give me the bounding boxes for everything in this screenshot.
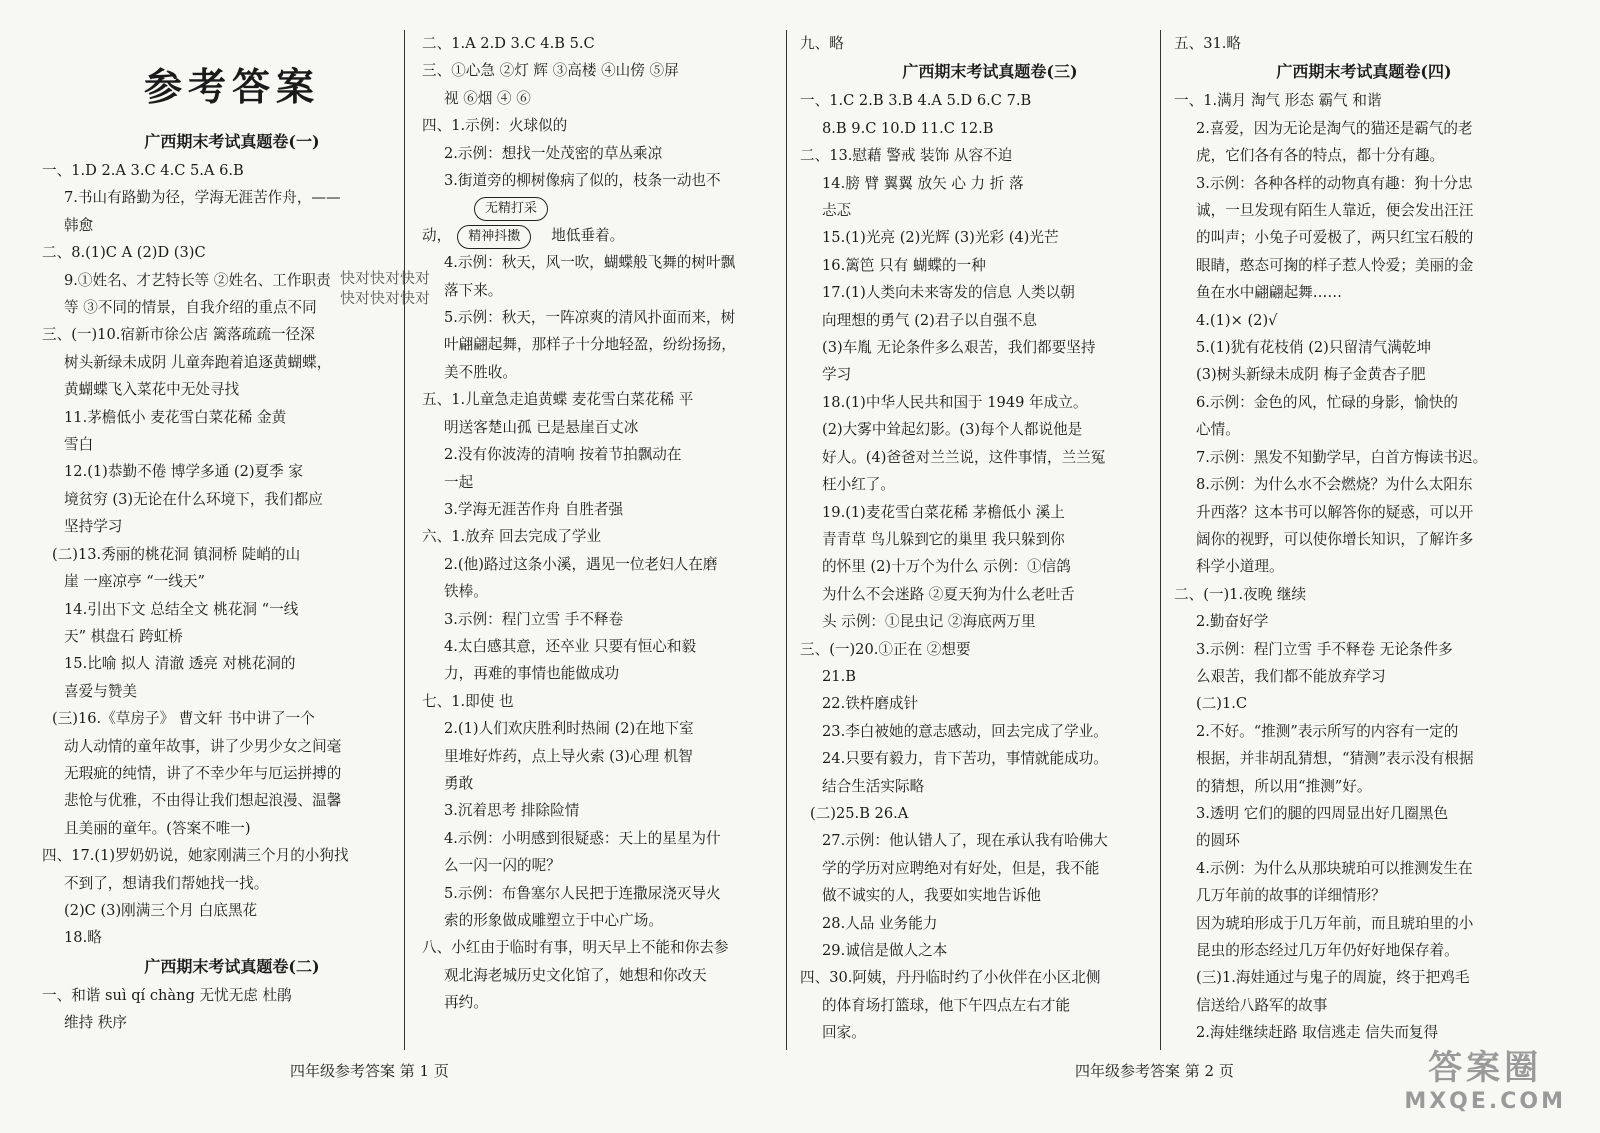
answer-line: 4.示例：秋天，风一吹，蝴蝶般飞舞的树叶飘 xyxy=(444,254,736,272)
answer-line: 索的形象做成雕塑立于中心广场。 xyxy=(444,912,663,929)
answer-line: 3.学海无涯苦作舟 自胜者强 xyxy=(444,500,624,518)
answer-line: 五、1.儿童急走追黄蝶 麦花雪白菜花稀 平 xyxy=(422,391,694,409)
answer-line: 诚，一旦发现有陌生人靠近，便会发出汪汪 xyxy=(1196,202,1474,220)
answer-line: 坚持学习 xyxy=(64,518,123,536)
answer-line: 17.(1)人类向未来寄发的信息 人类以朝 xyxy=(822,284,1075,302)
footer-page-2: 四年级参考答案 第 2 页 xyxy=(1075,1062,1234,1080)
section-heading: 广西期末考试真题卷(三) xyxy=(902,62,1078,82)
answer-line: 枉小红了。 xyxy=(822,476,895,494)
answer-line: 八、小红由于临时有事，明天早上不能和你去参 xyxy=(422,939,729,957)
answer-line: (二)25.B 26.A xyxy=(810,804,909,822)
answer-line xyxy=(422,222,802,249)
answer-line: 青青草 鸟儿躲到它的巢里 我只躲到你 xyxy=(822,530,1065,548)
answer-line: 好人。(4)爸爸对兰兰说，这件事情，兰兰冤 xyxy=(822,448,1106,466)
answer-text: 动， xyxy=(422,226,452,244)
answer-line: 29.诚信是做人之本 xyxy=(822,942,948,959)
answer-line: 鱼在水中翩翩起舞…… xyxy=(1196,284,1342,302)
answer-line: 因为琥珀形成于几万年前，而且琥珀里的小 xyxy=(1196,914,1474,932)
answer-line: 18.略 xyxy=(64,929,102,947)
answer-line: 一、和谐 suì qí chàng 无忧无虑 杜鹃 xyxy=(42,986,292,1004)
answer-line: 黄蝴蝶飞入菜花中无处寻找 xyxy=(64,381,240,399)
answer-line: 为什么不会迷路 ②夏天狗为什么老吐舌 xyxy=(822,585,1075,603)
watermark-text: 答案圈 xyxy=(1428,1048,1543,1088)
answer-line: 27.示例：他认错人了，现在承认我有哈佛大 xyxy=(822,832,1108,850)
answer-line: 9.①姓名、才艺特长等 ②姓名、工作职责 xyxy=(64,271,331,289)
answer-line: 14.膀 臂 翼翼 放矢 心 力 折 落 xyxy=(822,174,1024,192)
answer-line: 3.示例：各种各样的动物真有趣：狗十分忠 xyxy=(1196,174,1473,192)
column-2 xyxy=(422,30,802,1017)
answer-line: 6.示例：金色的风，忙碌的身影，愉快的 xyxy=(1196,393,1459,411)
stamp-line: 快对快对快对 xyxy=(340,289,431,307)
answer-line: 落下来。 xyxy=(444,281,503,299)
answer-line: 2.勤奋好学 xyxy=(1196,613,1269,631)
answer-line: 五、31.略 xyxy=(1174,35,1241,52)
answer-line: 15.比喻 拟人 清澈 透亮 对桃花洞的 xyxy=(64,655,296,673)
answer-line: 科学小道理。 xyxy=(1196,558,1284,576)
answer-line: 7.示例：黑发不知勤学早，白首方悔读书迟。 xyxy=(1196,448,1488,466)
answer-text: 地低垂着。 xyxy=(551,226,625,244)
answer-line: 二、1.A 2.D 3.C 4.B 5.C xyxy=(422,35,595,52)
answer-line: 九、略 xyxy=(800,35,844,52)
answer-line: 力，再难的事情也能做成功 xyxy=(444,665,620,683)
answer-line: 头 示例：①昆虫记 ②海底两万里 xyxy=(822,613,1036,631)
answer-line: 3.示例：程门立雪 手不释卷 无论条件多 xyxy=(1196,640,1453,658)
answer-line: 3.示例：程门立雪 手不释卷 xyxy=(444,610,624,628)
answer-line: 忐忑 xyxy=(822,202,852,220)
answer-line: (2)大雾中耸起幻影。(3)每个人都说他是 xyxy=(822,421,1083,439)
answer-line: 勇敢 xyxy=(444,774,474,792)
answer-line: 5.示例：秋天，一阵凉爽的清风扑面而来，树 xyxy=(444,309,736,327)
bubble-annotation: 精神抖擞 xyxy=(457,225,531,249)
column-1 xyxy=(42,30,422,1037)
answer-line: 视 ⑥烟 ④ ⑥ xyxy=(444,89,531,107)
answer-line: 一、1.D 2.A 3.C 4.C 5.A 6.B xyxy=(42,162,244,179)
answer-line: (二)13.秀丽的桃花洞 镇洞桥 陡峭的山 xyxy=(52,545,301,563)
answer-line: 的怀里 (2)十万个为什么 示例：①信鸽 xyxy=(822,558,1071,576)
answer-line: 19.(1)麦花雪白菜花稀 茅檐低小 溪上 xyxy=(822,503,1065,521)
answer-line: 崖 一座凉亭 “一线天” xyxy=(64,573,205,591)
answer-line: (2)C (3)刚满三个月 白底黑花 xyxy=(64,901,258,919)
answer-line: 15.(1)光亮 (2)光辉 (3)光彩 (4)光芒 xyxy=(822,229,1059,247)
answer-line: 4.太白感其意，还卒业 只要有恒心和毅 xyxy=(444,637,697,655)
answer-line: 4.示例：为什么从那块琥珀可以推测发生在 xyxy=(1196,859,1473,877)
answer-line: 2.没有你波涛的清响 按着节拍飘动在 xyxy=(444,446,682,464)
answer-line: 三、(一)10.宿新市徐公店 篱落疏疏一径深 xyxy=(42,326,315,344)
answer-line: 韩愈 xyxy=(64,216,94,234)
answer-line: 4.示例：小明感到很疑惑：天上的星星为什 xyxy=(444,829,721,847)
answer-line: 回家。 xyxy=(822,1024,866,1042)
answer-line: 8.B 9.C 10.D 11.C 12.B xyxy=(822,119,994,137)
answer-line: 昆虫的形态经过几万年仍好好地保存着。 xyxy=(1196,942,1459,959)
answer-line: 3.透明 它们的腿的四周显出好几圈黑色 xyxy=(1196,804,1449,822)
answer-line: 28.人品 业务能力 xyxy=(822,914,938,932)
answer-line: 2.海娃继续赶路 取信逃走 信失而复得 xyxy=(1196,1024,1439,1042)
answer-line: 三、(一)20.①正在 ②想要 xyxy=(800,640,971,658)
answer-line: 铁棒。 xyxy=(444,583,488,601)
answer-line: 观北海老城历史文化馆了，她想和你改天 xyxy=(444,966,707,984)
answer-line: 学的学历对应聘绝对有好处，但是，我不能 xyxy=(822,859,1100,877)
answer-line: 四、1.示例：火球似的 xyxy=(422,117,568,135)
answer-line: (三)1.海娃通过与鬼子的周旋，终于把鸡毛 xyxy=(1196,969,1470,987)
answer-line: 再约。 xyxy=(444,994,488,1012)
answer-line: 几万年前的故事的详细情形？ xyxy=(1196,887,1386,905)
answer-line: 维持 秩序 xyxy=(64,1014,128,1032)
answer-line: (二)1.C xyxy=(1196,695,1248,713)
answer-line: 叶翩翩起舞，那样子十分地轻盈，纷纷扬扬， xyxy=(444,336,736,354)
answer-line: 一、1.满月 淘气 形态 霸气 和谐 xyxy=(1174,92,1382,110)
watermark-logo xyxy=(1404,1040,1566,1114)
footer-page-1: 四年级参考答案 第 1 页 xyxy=(290,1062,449,1080)
answer-line: 天” 棋盘石 跨虹桥 xyxy=(64,627,183,645)
answer-line: 16.篱笆 只有 蝴蝶的一种 xyxy=(822,256,986,274)
answer-line: 喜爱与赞美 xyxy=(64,682,137,700)
answer-line: 2.示例：想找一处茂密的草丛乘凉 xyxy=(444,144,663,162)
section-heading: 广西期末考试真题卷(一) xyxy=(144,132,320,151)
answer-line: 美不胜收。 xyxy=(444,363,517,381)
answer-line: 5.(1)犹有花枝俏 (2)只留清气满乾坤 xyxy=(1196,339,1432,357)
stamp-line: 快对快对快对 xyxy=(340,269,431,287)
answer-line: 一、1.C 2.B 3.B 4.A 5.D 6.C 7.B xyxy=(800,92,1032,110)
answer-line: 3.街道旁的柳树像病了似的，枝条一动也不 xyxy=(444,172,721,190)
answer-line: 2.喜爱，因为无论是淘气的猫还是霸气的老 xyxy=(1196,119,1473,137)
column-3 xyxy=(800,30,1180,1047)
answer-line: 根据，并非胡乱猜想，“猜测”表示没有根据 xyxy=(1196,750,1474,768)
answer-line: 四、30.阿姨，丹丹临时约了小伙伴在小区北侧 xyxy=(800,969,1101,987)
answer-line: 阔你的视野，可以使你增长知识，了解许多 xyxy=(1196,530,1474,548)
answer-line: 一起 xyxy=(444,473,474,491)
answer-line: 二、13.慰藉 警戒 装饰 从容不迫 xyxy=(800,147,1013,165)
answer-line: (3)车胤 无论条件多么艰苦，我们都要坚持 xyxy=(822,339,1096,357)
answer-line: 且美丽的童年。(答案不唯一) xyxy=(64,819,251,837)
answer-line: 18.(1)中华人民共和国于 1949 年成立。 xyxy=(822,393,1088,411)
answer-line: 眼睛，憨态可掬的样子惹人怜爱；美丽的金 xyxy=(1196,256,1474,274)
answer-line: 么一闪一闪的呢？ xyxy=(444,857,561,875)
annotation-line xyxy=(422,194,802,221)
bubble-annotation: 无精打采 xyxy=(474,197,548,221)
answer-line: 做不诚实的人，我要如实地告诉他 xyxy=(822,887,1041,905)
answer-line: 动人动情的童年故事，讲了少男少女之间毫 xyxy=(64,737,342,755)
answer-line: 么艰苦，我们都不能放弃学习 xyxy=(1196,667,1386,685)
answer-line: 雪白 xyxy=(64,436,94,454)
section-heading: 广西期末考试真题卷(四) xyxy=(1276,62,1452,82)
answer-line: 23.李白被她的意志感动，回去完成了学业。 xyxy=(822,722,1108,740)
answer-line: 的圆环 xyxy=(1196,832,1240,850)
answer-line: 悲怆与优雅，不由得让我们想起浪漫、温馨 xyxy=(64,792,342,810)
answer-line: 结合生活实际略 xyxy=(822,777,925,795)
answer-line: 21.B xyxy=(822,667,856,685)
answer-line: 2.不好。“推测”表示所写的内容有一定的 xyxy=(1196,722,1459,740)
answer-line: 里堆好炸药，点上导火索 (3)心理 机智 xyxy=(444,747,693,765)
answer-line: 2.(1)人们欢庆胜利时热闹 (2)在地下室 xyxy=(444,720,694,738)
watermark-url: MXQE.COM xyxy=(1404,1089,1566,1114)
answer-line: 2.(他)路过这条小溪，遇见一位老妇人在磨 xyxy=(444,555,718,573)
answer-line: 14.引出下文 总结全文 桃花洞 “一线 xyxy=(64,600,299,618)
answer-line: 12.(1)恭勤不倦 博学多通 (2)夏季 家 xyxy=(64,463,304,481)
answer-line: 六、1.放弃 回去完成了学业 xyxy=(422,528,602,546)
answer-line: (三)16.《草房子》 曹文轩 书中讲了一个 xyxy=(52,710,315,728)
answer-line: 信送给八路军的故事 xyxy=(1196,996,1328,1014)
section-heading: 广西期末考试真题卷(二) xyxy=(144,956,320,976)
answer-line: 七、1.即使 也 xyxy=(422,692,514,710)
answer-line: 等 ③不同的情景，自我介绍的重点不同 xyxy=(64,299,317,317)
answer-line: 学习 xyxy=(822,366,852,384)
answer-line: 8.示例：为什么水不会燃烧？为什么太阳东 xyxy=(1196,476,1473,494)
answer-line: 四、17.(1)罗奶奶说，她家刚满三个月的小狗找 xyxy=(42,847,349,865)
column-4 xyxy=(1174,30,1554,1047)
answer-line: 的体育场打篮球，他下午四点左右才能 xyxy=(822,996,1071,1014)
answer-line: 的猜想，所以用“推测”好。 xyxy=(1196,777,1372,795)
answer-line: 不到了，想请我们帮她找一找。 xyxy=(64,874,269,892)
answer-line: 24.只要有毅力，肯下苦功，事情就能成功。 xyxy=(822,750,1108,768)
answer-line: 三、①心急 ②灯 辉 ③高楼 ④山傍 ⑤屏 xyxy=(422,62,679,80)
answer-line: 树头新绿未成阴 儿童奔跑着追逐黄蝴蝶， xyxy=(64,353,332,371)
answer-line: 22.铁杵磨成针 xyxy=(822,695,919,713)
answer-line: 向理想的勇气 (2)君子以自强不息 xyxy=(822,311,1038,329)
answer-line: 二、(一)1.夜晚 继续 xyxy=(1174,585,1307,603)
answer-line: 虎，它们各有各的特点，都十分有趣。 xyxy=(1196,147,1445,165)
answer-line: 境贫穷 (3)无论在什么环境下，我们都应 xyxy=(64,490,323,508)
stamp-mark xyxy=(340,268,430,308)
answer-line: (3)树头新绿未成阴 梅子金黄杏子肥 xyxy=(1196,366,1426,384)
answer-line: 3.沉着思考 排除险情 xyxy=(444,802,580,820)
answer-line: 的叫声；小兔子可爱极了，两只红宝石般的 xyxy=(1196,229,1474,247)
answer-line: 心情。 xyxy=(1196,421,1240,439)
answer-line: 5.示例：布鲁塞尔人民把于连撒尿浇灭导火 xyxy=(444,884,721,902)
answer-line: 升西落？这本书可以解答你的疑惑，可以开 xyxy=(1196,503,1474,521)
answer-line: 7.书山有路勤为径，学海无涯苦作舟，—— xyxy=(64,189,341,207)
answer-line: 4.(1)× (2)√ xyxy=(1196,311,1278,329)
answer-line: 明送客楚山孤 已是悬崖百丈冰 xyxy=(444,418,639,436)
answer-line: 11.茅檐低小 麦花雪白菜花稀 金黄 xyxy=(64,408,287,426)
answer-line: 无瑕疵的纯情，讲了不幸少年与厄运拼搏的 xyxy=(64,764,342,782)
answer-line: 二、8.(1)C A (2)D (3)C xyxy=(42,244,206,262)
page-title: 参考答案 xyxy=(143,64,320,109)
